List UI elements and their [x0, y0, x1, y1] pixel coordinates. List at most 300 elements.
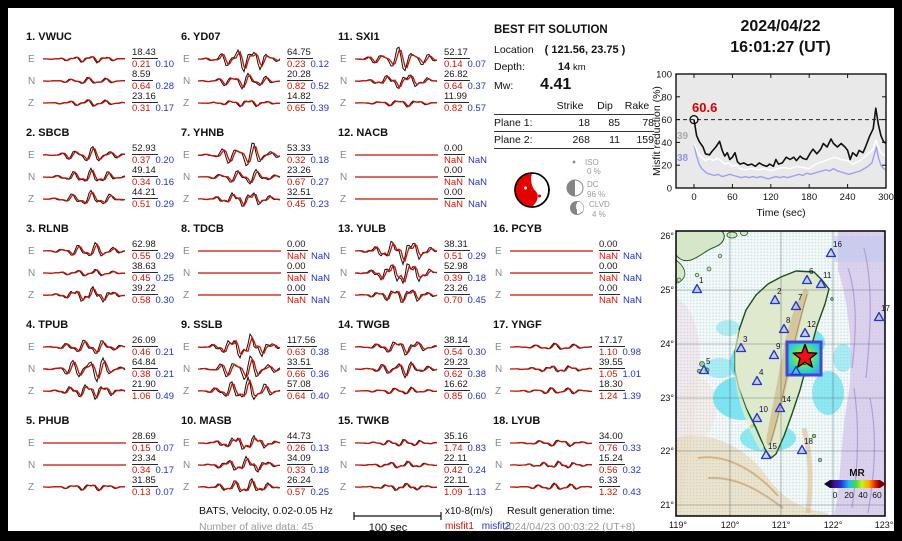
- misfit-label-white-line: 39: [677, 131, 689, 142]
- component-label: E: [183, 437, 190, 449]
- depth-unit: km: [573, 62, 586, 73]
- component-label: Z: [28, 193, 35, 205]
- waveform-trace: [353, 431, 441, 455]
- synthetic-trace: [198, 101, 280, 106]
- station-block-YD07: [181, 28, 333, 114]
- misfit2-value: 0.24: [467, 465, 486, 476]
- trace-values: [287, 240, 330, 262]
- focal-mechanism-beachball: [494, 156, 659, 224]
- component-label: E: [340, 149, 347, 161]
- synthetic-trace: [198, 459, 280, 470]
- trace-values: [287, 70, 329, 92]
- misfit2-value: 0.21: [155, 347, 174, 358]
- misfit2-value: NaN: [623, 295, 643, 306]
- peak-amplitude: 0.00: [287, 239, 306, 250]
- waveform-row-TPUB-N: [26, 358, 178, 380]
- waveform-trace: [41, 431, 129, 455]
- misfit1-value: 0.21: [132, 59, 151, 70]
- trace-values: [444, 476, 486, 498]
- misfit2-value: 0.10: [155, 59, 174, 70]
- misfit2-value: 0.52: [310, 81, 329, 92]
- misfit2-value: 0.39: [310, 103, 329, 114]
- synthetic-trace: [198, 359, 280, 377]
- misfit2-value: 0.18: [310, 155, 329, 166]
- peak-amplitude: 64.75: [287, 47, 311, 58]
- waveform-row-VWUC-E: [26, 48, 178, 70]
- misfit2-value: 0.28: [155, 81, 174, 92]
- time-scalebar: [344, 509, 454, 523]
- trace-values: [599, 240, 642, 262]
- station-block-SBCB: [26, 124, 178, 210]
- waveform-trace: [196, 143, 284, 167]
- trace-values: [444, 284, 486, 306]
- waveform-trace: [41, 357, 129, 381]
- station-title: 13. YULB: [338, 223, 387, 235]
- misfit1-value: NaN: [444, 199, 464, 210]
- peak-amplitude: 18.43: [132, 47, 156, 58]
- component-label: N: [495, 459, 503, 471]
- peak-amplitude: 38.14: [444, 335, 468, 346]
- waveform-row-PHUB-E: [26, 432, 178, 454]
- misfit1-value: 0.39: [444, 273, 463, 284]
- misfit1-value: 0.14: [444, 59, 463, 70]
- component-label: N: [183, 459, 191, 471]
- trace-values: [287, 380, 329, 402]
- component-label: E: [183, 149, 190, 161]
- misfit2-value: 0.07: [155, 443, 174, 454]
- trace-values: [287, 454, 329, 476]
- result-time-value: 2024/04/23 00:03:22 (UT+8): [503, 521, 636, 533]
- trace-values: [287, 432, 329, 454]
- component-label: E: [183, 245, 190, 257]
- waveform-row-TWKB-N: [338, 454, 490, 476]
- station-block-SXI1: [338, 28, 490, 114]
- misfit2-value: 0.40: [310, 391, 329, 402]
- station-number: 5: [706, 357, 711, 366]
- misfit1-value: 0.67: [287, 177, 306, 188]
- station-title: 1. VWUC: [26, 31, 72, 43]
- peak-amplitude: 22.11: [444, 453, 468, 464]
- peak-amplitude: 29.23: [444, 357, 468, 368]
- station-number: 10: [759, 405, 768, 414]
- waveform-trace: [508, 335, 596, 359]
- trace-values: [599, 336, 641, 358]
- component-label: E: [28, 149, 35, 161]
- component-label: Z: [28, 481, 35, 493]
- station-number: 9: [776, 342, 781, 351]
- waveform-trace: [41, 335, 129, 359]
- trace-values: [444, 336, 486, 358]
- tick-label: 25°: [660, 285, 674, 295]
- synthetic-trace: [43, 78, 125, 84]
- trace-values: [444, 92, 486, 114]
- peak-amplitude: 52.17: [444, 47, 468, 58]
- waveform-row-RLNB-Z: [26, 284, 178, 306]
- misfit2-value: NaN: [623, 251, 643, 262]
- component-label: N: [340, 171, 348, 183]
- waveform-row-LYUB-N: [493, 454, 645, 476]
- observed-trace: [43, 147, 125, 161]
- trace-values: [287, 48, 329, 70]
- misfit1-value: 0.64: [132, 81, 151, 92]
- misfit2-value: 0.07: [155, 487, 174, 498]
- iso-pct: 0 %: [587, 167, 601, 176]
- iso-label: ISO: [585, 158, 599, 167]
- waveform-row-SXI1-N: [338, 70, 490, 92]
- misfit2-value: NaN: [311, 251, 331, 262]
- station-title: 18. LYUB: [493, 415, 541, 427]
- solution-location-row: [494, 44, 625, 56]
- station-block-TWKB: [338, 412, 490, 498]
- peak-amplitude: 16.62: [444, 379, 468, 390]
- waveform-trace: [508, 379, 596, 403]
- misfit1-value: 0.57: [287, 487, 306, 498]
- component-label: E: [28, 341, 35, 353]
- component-label: Z: [183, 481, 190, 493]
- misfit2-value: NaN: [623, 273, 643, 284]
- misfit1-value: 0.62: [444, 369, 463, 380]
- station-block-VWUC: [26, 28, 178, 114]
- misfit1-value: NaN: [287, 251, 307, 262]
- peak-amplitude: 62.98: [132, 239, 156, 250]
- waveform-trace: [196, 187, 284, 211]
- report-canvas: [8, 8, 894, 534]
- waveform-row-VWUC-N: [26, 70, 178, 92]
- waveform-trace: [196, 283, 284, 307]
- synthetic-trace: [355, 101, 437, 106]
- waveform-trace: [196, 47, 284, 71]
- station-title: 6. YD07: [181, 31, 221, 43]
- waveform-row-MASB-N: [181, 454, 333, 476]
- misfit1-value: 0.33: [287, 465, 306, 476]
- component-label: N: [183, 75, 191, 87]
- component-label: E: [340, 245, 347, 257]
- tick-label: 24°: [660, 339, 674, 349]
- colorbar-title: MR: [849, 468, 865, 479]
- tick-label: 80: [661, 92, 672, 104]
- solution-mw-row: [494, 76, 571, 94]
- peak-amplitude: 22.11: [444, 475, 468, 486]
- col-dip: Dip: [597, 100, 613, 112]
- trace-values: [132, 144, 174, 166]
- waveform-row-MASB-E: [181, 432, 333, 454]
- component-label: Z: [495, 481, 502, 493]
- trace-values: [132, 284, 174, 306]
- station-title: 10. MASB: [181, 415, 232, 427]
- peak-amplitude: 0.00: [287, 261, 306, 272]
- misfit2-value: 0.30: [155, 295, 174, 306]
- misfit2-value: 0.98: [622, 347, 641, 358]
- misfit1-value: NaN: [444, 155, 464, 166]
- y-axis-label: Misfit reduction (%): [651, 86, 663, 176]
- peak-amplitude: 39.55: [599, 357, 623, 368]
- misfit1-value: 0.45: [287, 199, 306, 210]
- component-label: Z: [183, 97, 190, 109]
- waveform-trace: [353, 91, 441, 115]
- tick-label: 120°: [720, 520, 740, 530]
- component-label: E: [340, 341, 347, 353]
- waveform-row-YD07-Z: [181, 92, 333, 114]
- component-label: N: [183, 363, 191, 375]
- peak-amplitude: 21.90: [132, 379, 156, 390]
- nodal-plane-table: [494, 98, 654, 149]
- trace-values: [444, 432, 486, 454]
- depth-value: 14: [557, 61, 571, 73]
- misfit2-value: 0.38: [310, 347, 329, 358]
- station-number: 2: [777, 287, 782, 296]
- waveform-row-RLNB-N: [26, 262, 178, 284]
- waveform-row-LYUB-Z: [493, 476, 645, 498]
- misfit1-value: 0.45: [132, 273, 151, 284]
- component-label: N: [183, 267, 191, 279]
- waveform-row-YNGF-N: [493, 358, 645, 380]
- misfit1-value: 0.66: [287, 369, 306, 380]
- waveform-trace: [196, 91, 284, 115]
- trace-values: [287, 336, 329, 358]
- trace-values: [444, 166, 487, 188]
- peak-amplitude: 38.63: [132, 261, 156, 272]
- misfit1-value: 0.37: [132, 155, 151, 166]
- station-title: 2. SBCB: [26, 127, 70, 139]
- waveform-row-TDCB-E: [181, 240, 333, 262]
- peak-amplitude: 26.82: [444, 69, 468, 80]
- misfit2-value: 0.36: [310, 369, 329, 380]
- synthetic-trace: [43, 341, 125, 352]
- station-block-NACB: [338, 124, 490, 210]
- misfit1-value: NaN: [287, 273, 307, 284]
- station-number: 4: [759, 368, 764, 377]
- component-label: N: [183, 171, 191, 183]
- tick-label: 100: [656, 69, 672, 81]
- x-axis-label: Time (sec): [756, 207, 806, 219]
- misfit2-value: 0.45: [467, 295, 486, 306]
- component-label: Z: [28, 97, 35, 109]
- misfit1-value: 0.51: [132, 199, 151, 210]
- peak-amplitude: 31.85: [132, 475, 156, 486]
- trace-values: [444, 188, 487, 210]
- waveform-trace: [196, 261, 284, 285]
- waveform-row-TWKB-Z: [338, 476, 490, 498]
- plane-table-header: [494, 98, 654, 115]
- misfit1-value: 0.26: [287, 443, 306, 454]
- trace-values: [132, 336, 174, 358]
- misfit1-value: 0.82: [444, 103, 463, 114]
- misfit2-value: 1.39: [622, 391, 641, 402]
- misfit1-value: NaN: [599, 251, 619, 262]
- misfit1-value: 0.38: [132, 369, 151, 380]
- peak-amplitude: 64.84: [132, 357, 156, 368]
- synthetic-trace: [43, 289, 125, 300]
- peak-amplitude: 6.33: [599, 475, 618, 486]
- tick-label: 40: [858, 490, 868, 500]
- misfit1-value: 1.06: [132, 391, 151, 402]
- station-title: 8. TDCB: [181, 223, 224, 235]
- misfit1-value: 0.76: [599, 443, 618, 454]
- component-label: N: [495, 363, 503, 375]
- waveform-row-RLNB-E: [26, 240, 178, 262]
- event-datetime: [663, 16, 898, 58]
- misfit2-value: 0.29: [155, 199, 174, 210]
- solution-title: BEST FIT SOLUTION: [494, 24, 608, 36]
- trace-values: [599, 358, 641, 380]
- misfit1-value: 0.34: [132, 465, 151, 476]
- station-title: 11. SXI1: [338, 31, 380, 43]
- waveform-row-SBCB-N: [26, 166, 178, 188]
- waveform-trace: [353, 357, 441, 381]
- misfit1-value: 0.58: [132, 295, 151, 306]
- misfit2-value: 0.07: [467, 59, 486, 70]
- peak-amplitude: 14.82: [287, 91, 311, 102]
- plane1-row: Plane 1: 18 85 78: [494, 115, 654, 132]
- trace-values: [132, 454, 174, 476]
- waveform-row-TWGB-Z: [338, 380, 490, 402]
- misfit2-value: 0.25: [155, 273, 174, 284]
- misfit1-legend: misfit1: [445, 521, 474, 532]
- misfit1-value: 0.32: [287, 155, 306, 166]
- waveform-trace: [196, 431, 284, 455]
- component-label: Z: [340, 385, 347, 397]
- waveform-row-SBCB-Z: [26, 188, 178, 210]
- misfit2-value: 0.49: [155, 391, 174, 402]
- synthetic-trace: [355, 291, 437, 302]
- component-label: N: [28, 171, 36, 183]
- trace-values: [132, 476, 174, 498]
- waveform-trace: [41, 453, 129, 477]
- component-label: Z: [340, 193, 347, 205]
- waveform-trace: [353, 165, 441, 189]
- waveform-row-YULB-Z: [338, 284, 490, 306]
- waveform-trace: [196, 239, 284, 263]
- trace-values: [287, 262, 330, 284]
- tick-label: 20: [844, 490, 854, 500]
- misfit2-value: 0.30: [467, 347, 486, 358]
- misfit-reduction-plot: [648, 63, 902, 223]
- peak-amplitude: 20.28: [287, 69, 311, 80]
- peak-amplitude: 49.14: [132, 165, 156, 176]
- station-number: 6: [809, 267, 814, 276]
- station-map: [648, 224, 902, 536]
- misfit2-value: 0.17: [155, 103, 174, 114]
- peak-amplitude: 39.22: [132, 283, 156, 294]
- alive-data-count: Number of alive data: 45: [199, 521, 314, 533]
- misfit1-value: 0.65: [287, 103, 306, 114]
- waveform-trace: [196, 165, 284, 189]
- waveform-trace: [196, 335, 284, 359]
- peak-amplitude: 18.30: [599, 379, 623, 390]
- misfit2-value: 0.21: [155, 369, 174, 380]
- trace-values: [287, 92, 329, 114]
- misfit1-value: 0.64: [444, 81, 463, 92]
- peak-amplitude: 0.00: [444, 143, 463, 154]
- misfit1-value: NaN: [599, 295, 619, 306]
- misfit2-value: 0.13: [310, 443, 329, 454]
- misfit1-value: 0.63: [287, 347, 306, 358]
- misfit-legend: [445, 521, 511, 532]
- misfit2-value: 0.29: [155, 251, 174, 262]
- component-label: E: [183, 341, 190, 353]
- misfit2-value: 0.12: [310, 59, 329, 70]
- station-number: 11: [823, 271, 832, 280]
- trace-values: [132, 70, 174, 92]
- waveform-trace: [41, 379, 129, 403]
- component-label: E: [495, 341, 502, 353]
- synthetic-trace: [355, 484, 437, 490]
- trace-values: [599, 284, 642, 306]
- misfit1-value: 0.54: [444, 347, 463, 358]
- waveform-row-YNGF-Z: [493, 380, 645, 402]
- component-label: N: [340, 459, 348, 471]
- misfit1-value: 0.82: [287, 81, 306, 92]
- waveform-trace: [196, 453, 284, 477]
- misfit1-value: 0.51: [444, 251, 463, 262]
- peak-amplitude: 23.26: [444, 283, 468, 294]
- waveform-row-SSLB-E: [181, 336, 333, 358]
- peak-amplitude: 23.26: [287, 165, 311, 176]
- waveform-row-TPUB-Z: [26, 380, 178, 402]
- station-block-YULB: [338, 220, 490, 306]
- peak-amplitude: 52.93: [132, 143, 156, 154]
- trace-values: [132, 240, 174, 262]
- misfit2-value: 0.27: [310, 177, 329, 188]
- misfit1-value: 0.31: [132, 103, 151, 114]
- waveform-row-SBCB-E: [26, 144, 178, 166]
- iso-icon: [573, 161, 576, 164]
- trace-values: [287, 358, 329, 380]
- station-title: 5. PHUB: [26, 415, 70, 427]
- peak-amplitude: 11.99: [444, 91, 468, 102]
- peak-amplitude: 34.00: [599, 431, 623, 442]
- waveform-row-SXI1-E: [338, 48, 490, 70]
- trace-values: [444, 48, 486, 70]
- waveform-row-LYUB-E: [493, 432, 645, 454]
- synthetic-trace: [198, 75, 280, 87]
- misfit2-value: 1.01: [622, 369, 641, 380]
- station-title: 16. PCYB: [493, 223, 542, 235]
- misfit2-value: NaN: [311, 295, 331, 306]
- waveform-row-TWGB-E: [338, 336, 490, 358]
- station-number: 16: [833, 240, 842, 249]
- waveform-row-PCYB-Z: [493, 284, 645, 306]
- tick-label: 60: [727, 192, 738, 203]
- waveform-row-PCYB-E: [493, 240, 645, 262]
- waveform-row-NACB-E: [338, 144, 490, 166]
- misfit1-value: 1.32: [599, 487, 618, 498]
- station-title: 4. TPUB: [26, 319, 69, 331]
- trace-values: [599, 432, 641, 454]
- amplitude-unit-label: x10-8(m/s): [445, 506, 493, 517]
- synthetic-trace: [43, 100, 125, 106]
- trace-values: [444, 144, 487, 166]
- component-label: N: [340, 363, 348, 375]
- tick-label: 60: [661, 115, 672, 127]
- misfit2-value: 0.17: [155, 465, 174, 476]
- station-block-TWGB: [338, 316, 490, 402]
- misfit1-value: 1.09: [444, 487, 463, 498]
- waveform-row-SXI1-Z: [338, 92, 490, 114]
- component-label: E: [28, 245, 35, 257]
- station-number: 3: [743, 335, 748, 344]
- component-label: N: [340, 267, 348, 279]
- waveform-row-NACB-Z: [338, 188, 490, 210]
- trace-values: [132, 262, 174, 284]
- plot-background: [676, 74, 886, 188]
- synthetic-trace: [43, 387, 125, 398]
- waveform-trace: [41, 69, 129, 93]
- waveform-trace: [508, 239, 596, 263]
- station-number: 8: [786, 316, 791, 325]
- waveform-row-PHUB-N: [26, 454, 178, 476]
- trace-values: [132, 358, 174, 380]
